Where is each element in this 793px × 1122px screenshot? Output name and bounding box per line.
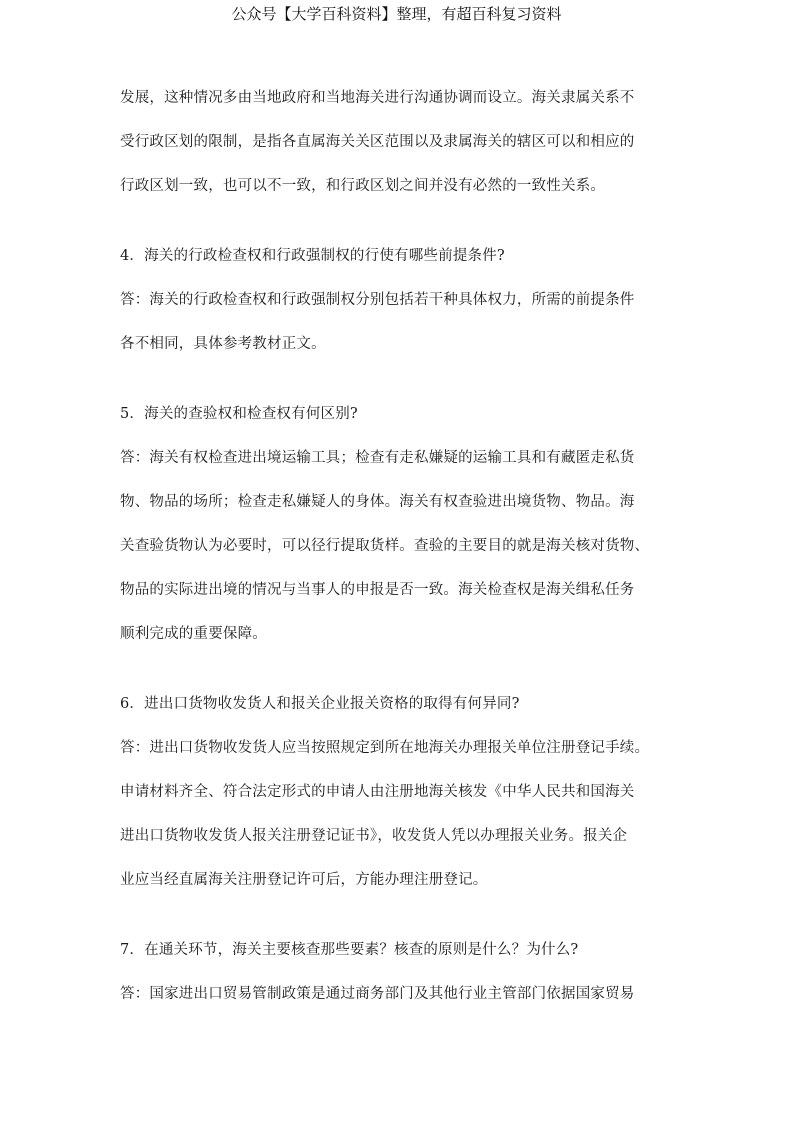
text-line: 答：海关有权检查进出境运输工具；检查有走私嫌疑的运输工具和有藏匿走私货 bbox=[120, 450, 635, 466]
document-body bbox=[120, 88, 680, 1028]
text-line: 发展，这种情况多由当地政府和当地海关进行沟通协调而设立。海关隶属关系不 bbox=[120, 90, 635, 106]
text-line: 答：进出口货物收发货人应当按照规定到所在地海关办理报关单位注册登记手续。 bbox=[120, 740, 650, 756]
text-line: 各不相同，具体参考教材正文。 bbox=[120, 336, 326, 352]
text-line: 物品的实际进出境的情况与当事人的申报是否一致。海关检查权是海关缉私任务 bbox=[120, 582, 635, 598]
text-line: 申请材料齐全、符合法定形式的申请人由注册地海关核发《中华人民共和国海关 bbox=[120, 784, 635, 800]
text-line: 行政区划一致，也可以不一致，和行政区划之间并没有必然的一致性关系。 bbox=[120, 178, 606, 194]
question-5: 5．海关的查验权和检查权有何区别? bbox=[120, 406, 358, 422]
text-line: 受行政区划的限制，是指各直属海关关区范围以及隶属海关的辖区可以和相应的 bbox=[120, 134, 635, 150]
section-gap bbox=[120, 668, 680, 694]
text-line: 进出口货物收发货人报关注册登记证书》，收发货人凭以办理报关业务。报关企 bbox=[120, 828, 628, 844]
text-line: 答：国家进出口贸易管制政策是通过商务部门及其他行业主管部门依据国家贸易 bbox=[120, 986, 635, 1002]
section-gap bbox=[120, 914, 680, 940]
text-line: 业应当经直属海关注册登记许可后，方能办理注册登记。 bbox=[120, 872, 488, 888]
section-gap bbox=[120, 378, 680, 404]
question-4: 4．海关的行政检查权和行政强制权的行使有哪些前提条件? bbox=[120, 248, 505, 264]
question-7: 7．在通关环节，海关主要核查那些要素？核查的原则是什么？为什么? bbox=[120, 942, 579, 958]
text-line: 物、物品的场所；检查走私嫌疑人的身体。海关有权查验进出境货物、物品。海 bbox=[120, 494, 635, 510]
text-line: 答：海关的行政检查权和行政强制权分别包括若干种具体权力，所需的前提条件 bbox=[120, 292, 635, 308]
section-gap bbox=[120, 220, 680, 246]
page-header: 公众号【大学百科资料】整理，有超百科复习资料 bbox=[231, 5, 562, 23]
question-6: 6．进出口货物收发货人和报关企业报关资格的取得有何异同? bbox=[120, 696, 520, 712]
text-line: 关查验货物认为必要时，可以径行提取货样。查验的主要目的就是海关核对货物、 bbox=[120, 538, 650, 554]
text-line: 顺利完成的重要保障。 bbox=[120, 626, 267, 642]
